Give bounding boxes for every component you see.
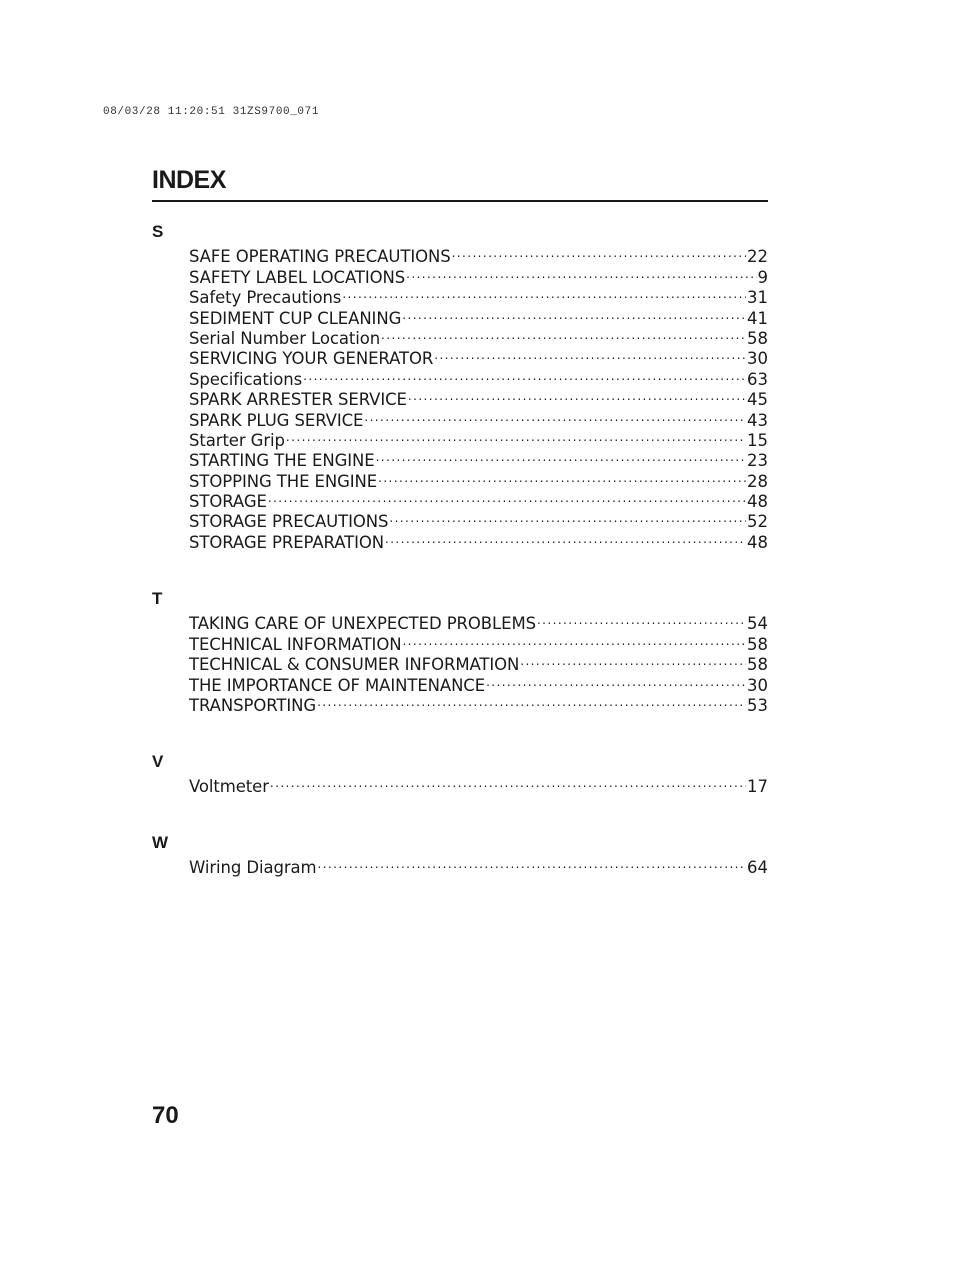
index-section-s [152, 222, 768, 552]
entry-list [189, 242, 768, 552]
entry-title: SPARK PLUG SERVICE [189, 410, 364, 430]
entry-title: Voltmeter [189, 777, 269, 797]
entry-title: STARTING THE ENGINE [189, 451, 375, 471]
dot-leader [389, 507, 746, 527]
index-entry[interactable] [189, 487, 768, 512]
section-letter: W [152, 833, 169, 852]
entry-page-number: 17 [747, 777, 768, 797]
entry-title: THE IMPORTANCE OF MAINTENANCE [189, 675, 486, 695]
entry-page-number: 15 [747, 430, 768, 450]
dot-leader [286, 426, 746, 446]
entry-title: Safety Precautions [189, 288, 342, 308]
entry-page-number: 58 [747, 634, 768, 654]
index-entry[interactable] [189, 242, 768, 267]
dot-leader [537, 609, 746, 629]
entry-page-number: 64 [747, 858, 768, 878]
print-timestamp: 08/03/28 11:20:51 31ZS9700_071 [103, 106, 320, 118]
dot-leader [303, 364, 746, 384]
entry-title: TAKING CARE OF UNEXPECTED PROBLEMS [189, 614, 536, 634]
entry-page-number: 9 [757, 267, 768, 287]
section-letter: V [152, 752, 164, 771]
index-section-w [152, 833, 768, 878]
entry-title: Serial Number Location [189, 328, 381, 348]
entry-page-number: 52 [747, 512, 768, 532]
entry-title: TECHNICAL INFORMATION [189, 634, 402, 654]
dot-leader [385, 527, 746, 547]
dot-leader [318, 853, 746, 873]
index-section-t [152, 589, 768, 715]
entry-page-number: 48 [747, 492, 768, 512]
dot-leader [408, 385, 746, 405]
entry-title: TECHNICAL & CONSUMER INFORMATION [189, 655, 520, 675]
entry-page-number: 53 [747, 695, 768, 715]
entry-title: SAFETY LABEL LOCATIONS [189, 267, 406, 287]
entry-page-number: 54 [747, 614, 768, 634]
index-entry[interactable] [189, 609, 768, 634]
entry-title: Starter Grip [189, 430, 285, 450]
dot-leader [402, 303, 746, 323]
page-number: 70 [152, 1102, 179, 1129]
dot-leader [381, 324, 746, 344]
entry-title: SEDIMENT CUP CLEANING [189, 308, 402, 328]
dot-leader [520, 650, 746, 670]
dot-leader [268, 487, 746, 507]
entry-title: STORAGE PREPARATION [189, 532, 384, 552]
entry-title: Specifications [189, 369, 303, 389]
entry-title: SAFE OPERATING PRECAUTIONS [189, 247, 451, 267]
entry-list [189, 853, 768, 878]
dot-leader [270, 772, 746, 792]
index-entry[interactable] [189, 772, 768, 797]
section-letter: T [152, 589, 163, 608]
dot-leader [342, 283, 746, 303]
entry-page-number: 41 [747, 308, 768, 328]
dot-leader [364, 405, 746, 425]
entry-page-number: 43 [747, 410, 768, 430]
dot-leader [486, 670, 746, 690]
entry-page-number: 23 [747, 451, 768, 471]
entry-page-number: 63 [747, 369, 768, 389]
page-title: INDEX [152, 165, 768, 202]
section-letter: S [152, 222, 164, 241]
dot-leader [434, 344, 746, 364]
dot-leader [406, 262, 756, 282]
entry-page-number: 30 [747, 675, 768, 695]
entry-title: SPARK ARRESTER SERVICE [189, 390, 407, 410]
entry-title: STORAGE PRECAUTIONS [189, 512, 389, 532]
entry-page-number: 28 [747, 471, 768, 491]
entry-title: Wiring Diagram [189, 858, 317, 878]
index-entry[interactable] [189, 507, 768, 532]
entry-page-number: 31 [747, 288, 768, 308]
entry-page-number: 22 [747, 247, 768, 267]
entry-page-number: 58 [747, 328, 768, 348]
dot-leader [402, 629, 746, 649]
entry-title: SERVICING YOUR GENERATOR [189, 349, 434, 369]
entry-title: TRANSPORTING [189, 695, 317, 715]
entry-page-number: 45 [747, 390, 768, 410]
index-entry[interactable] [189, 853, 768, 878]
entry-title: STORAGE [189, 492, 267, 512]
dot-leader [452, 242, 746, 262]
entry-page-number: 58 [747, 655, 768, 675]
entry-title: STOPPING THE ENGINE [189, 471, 378, 491]
entry-list [189, 772, 768, 797]
dot-leader [317, 691, 746, 711]
entry-list [189, 609, 768, 715]
dot-leader [376, 446, 746, 466]
entry-page-number: 48 [747, 532, 768, 552]
dot-leader [378, 466, 746, 486]
index-section-v [152, 752, 768, 797]
entry-page-number: 30 [747, 349, 768, 369]
